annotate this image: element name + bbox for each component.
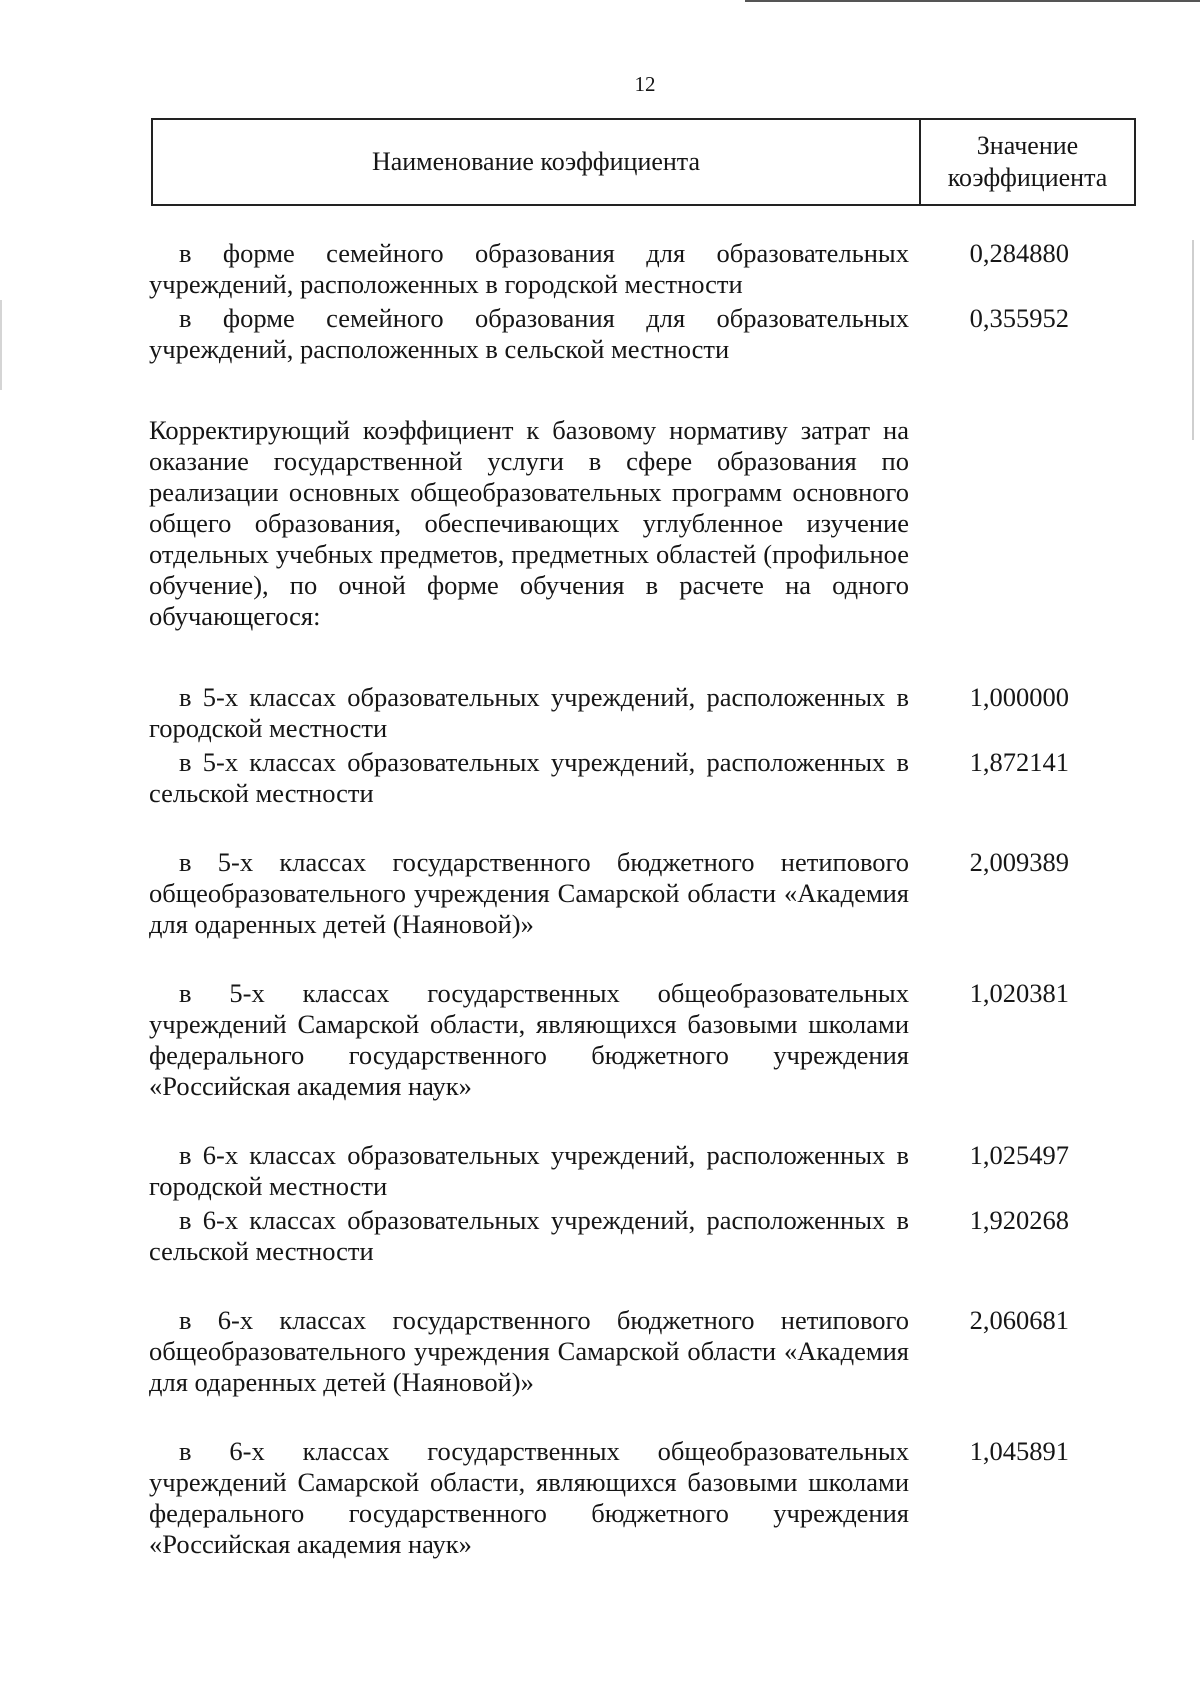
row-text: в 6-х классах образовательных учреждений, расположенных в сельской местности [149,1205,909,1266]
row-text: Корректирующий коэффициент к базовому нормативу затрат на оказание государственной услуги в сфере образования по реализации основных общеобразовательных программ основного общего образования, обеспечивающих углубленное изучение отдельных учебных предметов, предметных областей (профильное обучение), по очной форме обучения в расчете на одного обучающегося: [149,415,909,631]
table-row [149,1436,1139,1560]
row-value: 1,872141 [969,747,1069,777]
row-text: в 6-х классах государственного бюджетного нетипового общеобразовательного учреждения Самарской области «Академия для одаренных детей (Наяновой)» [149,1305,909,1397]
table-header [151,118,1136,206]
row-value: 0,355952 [969,303,1069,333]
table-row [149,682,1139,744]
table-row [149,1140,1139,1202]
row-value: 1,020381 [969,978,1069,1008]
row-text: в 6-х классах образовательных учреждений, расположенных в городской местности [149,1140,909,1201]
table-row [149,747,1139,809]
row-text: в 5-х классах образовательных учреждений, расположенных в городской местности [149,682,909,743]
row-text: в форме семейного образования для образовательных учреждений, расположенных в городской местности [149,238,909,299]
row-value: 2,060681 [969,1305,1069,1335]
table-row [149,978,1139,1102]
scan-edge-line [745,0,1200,2]
row-text: в форме семейного образования для образовательных учреждений, расположенных в сельской местности [149,303,909,364]
row-value: 1,025497 [969,1140,1069,1170]
coefficient-table-body [149,238,1139,1560]
table-row [149,238,1139,300]
table-row [149,303,1139,365]
row-value: 1,045891 [969,1436,1069,1466]
row-text: в 5-х классах государственного бюджетного нетипового общеобразовательного учреждения Самарской области «Академия для одаренных детей (Наяновой)» [149,847,909,939]
header-name-column: Наименование коэффициента [371,147,701,176]
row-value: 0,284880 [969,238,1069,268]
scan-edge-line [0,300,2,390]
row-value: 1,000000 [969,682,1069,712]
row-value [909,415,1139,632]
table-row [149,1205,1139,1267]
table-row [149,1305,1139,1398]
row-text: в 5-х классах образовательных учреждений, расположенных в сельской местности [149,747,909,808]
table-row [149,847,1139,940]
scan-edge-line [1192,240,1194,440]
page-number: 12 [634,72,656,96]
header-value-column: Значение коэффициента [919,120,1134,204]
table-row [149,415,1139,632]
row-value: 1,920268 [969,1205,1069,1235]
row-text: в 6-х классах государственных общеобразовательных учреждений Самарской области, являющихся базовыми школами федерального государственного бюджетного учреждения «Российская академия наук» [149,1436,909,1559]
row-value: 2,009389 [969,847,1069,877]
row-text: в 5-х классах государственных общеобразовательных учреждений Самарской области, являющихся базовыми школами федерального государственного бюджетного учреждения «Российская академия наук» [149,978,909,1101]
